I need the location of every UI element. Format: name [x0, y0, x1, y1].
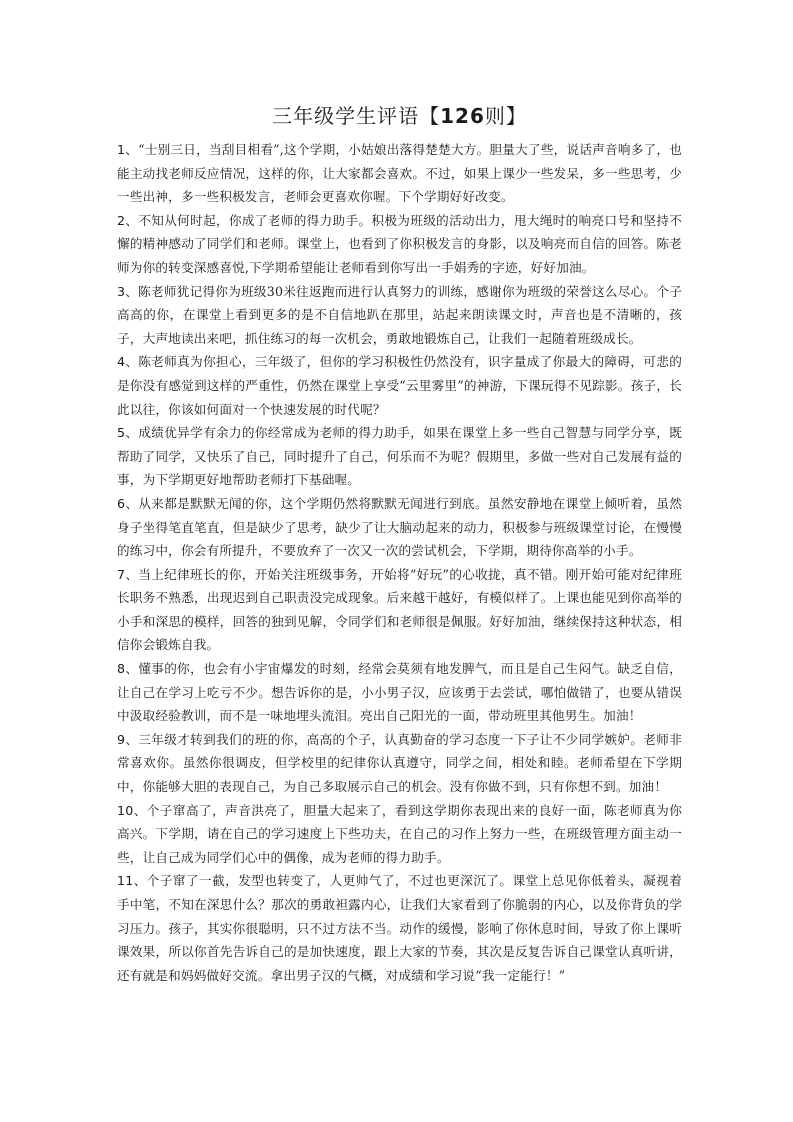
entry-number: 1、	[117, 142, 139, 157]
entry-text: 陈老师真为你担心，三年级了，但你的学习积极性仍然没有，识字量成了你最大的障碍，可悲的是你没有感觉到这样的严重性，仍然在课堂上享受“云里雾里”的神游，下课玩得不见踪影。孩子，长此以往，你该如何面对一个快速发展的时代呢？	[117, 354, 682, 417]
entry-number: 5、	[117, 425, 139, 441]
entry-text: 成绩优异学有余力的你经常成为老师的得力助手，如果在课堂上多一些自己智慧与同学分享，既帮助了同学，又快乐了自己，同时提升了自己，何乐而不为呢？假期里，多做一些对自己发展有益的事，为下学期更好地帮助老师打下基础喔。	[117, 425, 682, 488]
entry-number: 3、	[117, 283, 139, 299]
entry-number: 7、	[117, 566, 139, 582]
comment-entry-2	[117, 209, 682, 280]
comment-entry-10	[117, 799, 682, 870]
comment-entry-7	[117, 563, 682, 657]
entry-number: 2、	[117, 212, 139, 228]
comment-entry-11	[117, 869, 682, 987]
entry-text: 个子窜了一截，发型也转变了，人更帅气了，不过也更深沉了。课堂上总见你低着头，凝视着手中笔，不知在深思什么？那次的勇敢袒露内心，让我们大家看到了你脆弱的内心，以及你背负的学习压力。孩子，其实你很聪明，只不过方法不当。动作的缓慢，影响了你休息时间，导致了你上课听课效果，所以你首先告诉自己的是加快速度，跟上大家的节奏，其次是反复告诉自己课堂认真听讲，还有就是和妈妈做好交流。拿出男子汉的气概，对成绩和学习说“我一定能行！”	[117, 873, 682, 983]
entry-number: 11、	[117, 873, 147, 889]
entry-text: “士别三日，当刮目相看”,这个学期，小姑娘出落得楚楚大方。胆量大了些，说话声音响多了，也能主动找老师反应情况，这样的你，让大家都会喜欢。不过，如果上课少一些发呆，多一些思考，少一些出神，多一些积极发言，老师会更喜欢你喔。下个学期好好改变。	[117, 142, 682, 205]
entry-number: 6、	[117, 495, 139, 511]
comment-entry-5	[117, 421, 682, 492]
entry-number: 8、	[117, 661, 139, 677]
title-main: 三年级学生评语【	[272, 104, 441, 128]
document-title	[117, 102, 682, 130]
comment-entry-8	[117, 657, 682, 728]
entry-number: 10、	[117, 802, 147, 818]
entry-text: 当上纪律班长的你，开始关注班级事务，开始将“好玩”的心收拢，真不错。刚开始可能对纪律班长职务不熟悉，出现迟到自己职责没完成现象。后来越干越好，有模似样了。上课也能见到你高举的小手和深思的模样，回答的独到见解，令同学们和老师很是佩服。好好加油，继续保持这种状态，相信你会锻炼自我。	[117, 566, 682, 653]
entry-text: 从来都是默默无闻的你，这个学期仍然将默默无闻进行到底。虽然安静地在课堂上倾听着，虽然身子坐得笔直笔直，但是缺少了思考，缺少了让大脑动起来的动力，积极参与班级课堂讨论，在慢慢的练习中，你会有所提升，不要放弃了一次又一次的尝试机会，下学期，期待你高举的小手。	[117, 495, 682, 559]
comment-entry-3	[117, 280, 682, 351]
entry-text: 陈老师犹记得你为班级30米往返跑而进行认真努力的训练，感谢你为班级的荣誉这么尽心。个子高高的你，在课堂上看到更多的是不自信地趴在那里，站起来朗读课文时，声音也是不清晰的，孩子，大声地读出来吧，抓住练习的每一次机会，勇敢地锻炼自己，让我们一起随着班级成长。	[117, 283, 683, 346]
document-page	[117, 102, 682, 987]
entry-text: 不知从何时起，你成了老师的得力助手。积极为班级的活动出力，甩大绳时的响亮口号和坚持不懈的精神感动了同学们和老师。课堂上，也看到了你积极发言的身影，以及响亮而自信的回答。陈老师为你的转变深感喜悦,下学期希望能让老师看到你写出一手娟秀的字迹，好好加油。	[117, 212, 682, 275]
comment-entry-6	[117, 492, 682, 563]
entry-text: 懂事的你，也会有小宇宙爆发的时刻，经常会莫须有地发脾气，而且是自己生闷气。缺乏自信，让自己在学习上吃亏不少。想告诉你的是，小小男子汉，应该勇于去尝试，哪怕做错了，也要从错误中汲取经验教训，而不是一味地埋头流泪。亮出自己阳光的一面，带动班里其他男生。加油！	[117, 661, 682, 724]
entry-number: 4、	[117, 354, 139, 370]
comment-entry-9	[117, 728, 682, 799]
entry-text: 三年级才转到我们的班的你，高高的个子，认真勤奋的学习态度一下子让不少同学嫉妒。老师非常喜欢你。虽然你很调皮，但学校里的纪律你认真遵守，同学之间，相处和睦。老师希望在下学期中，你能够大胆的表现自己，为自己多取展示自己的机会。没有你做不到，只有你想不到。加油！	[117, 731, 682, 795]
comment-entry-1	[117, 138, 682, 209]
title-number: 126	[440, 104, 485, 128]
title-end: 则】	[484, 104, 527, 128]
entry-number: 9、	[117, 731, 139, 747]
entry-text: 个子窜高了，声音洪亮了，胆量大起来了，看到这学期你表现出来的良好一面，陈老师真为你高兴。下学期，请在自己的学习速度上下些功夫，在自己的习作上努力一些，在班级管理方面主动一些，让自己成为同学们心中的偶像，成为老师的得力助手。	[117, 802, 682, 865]
comment-entry-4	[117, 350, 682, 421]
